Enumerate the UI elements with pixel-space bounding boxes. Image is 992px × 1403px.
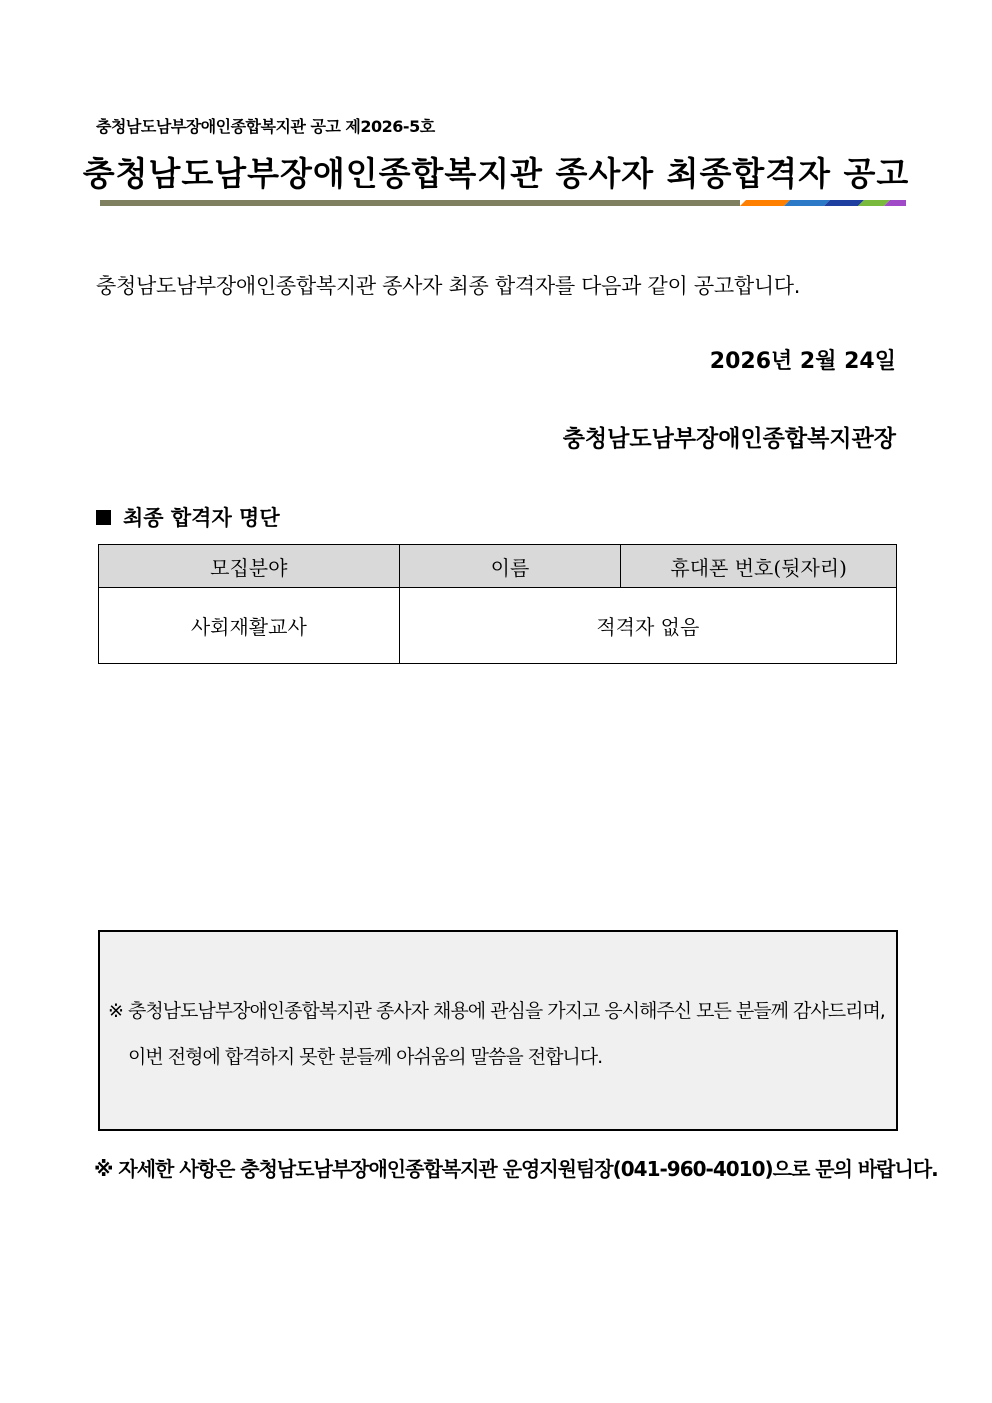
notice-line-2: 이번 전형에 합격하지 못한 분들께 아쉬움의 말씀을 전합니다. [128, 1046, 603, 1068]
square-icon [96, 510, 111, 525]
announcement-date: 2026년 2월 24일 [709, 349, 896, 374]
document-number: 충청남도남부장애인종합복지관 공고 제2026-5호 [96, 117, 435, 136]
cell-field: 사회재활교사 [99, 588, 400, 664]
section-heading-label: 최종 합격자 명단 [123, 506, 280, 530]
header-phone: 휴대폰 번호(뒷자리) [621, 545, 897, 588]
header-field: 모집분야 [99, 545, 400, 588]
section-heading [96, 502, 280, 532]
cell-result: 적격자 없음 [399, 588, 896, 664]
table-header-row [99, 545, 897, 588]
title-underline-bar [100, 200, 906, 206]
notice-box [98, 930, 898, 1131]
page-title: 충청남도남부장애인종합복지관 종사자 최종합격자 공고 [82, 154, 910, 193]
contact-note: ※ 자세한 사항은 충청남도남부장애인종합복지관 운영지원팀장(041-960-4010)으로 문의 바랍니다. [94, 1157, 938, 1181]
issuer-name: 충청남도남부장애인종합복지관장 [562, 426, 896, 452]
underline-navy [824, 200, 864, 206]
header-name: 이름 [399, 545, 621, 588]
notice-line-1: ※ 충청남도남부장애인종합복지관 종사자 채용에 관심을 가지고 응시해주신 모든 분들께 감사드리며, [108, 1000, 885, 1022]
underline-orange [740, 200, 790, 206]
intro-text: 충청남도남부장애인종합복지관 종사자 최종 합격자를 다음과 같이 공고합니다. [96, 274, 801, 298]
underline-blue [784, 200, 830, 206]
table-row [99, 588, 897, 664]
underline-main [100, 200, 740, 206]
result-table [98, 544, 897, 664]
